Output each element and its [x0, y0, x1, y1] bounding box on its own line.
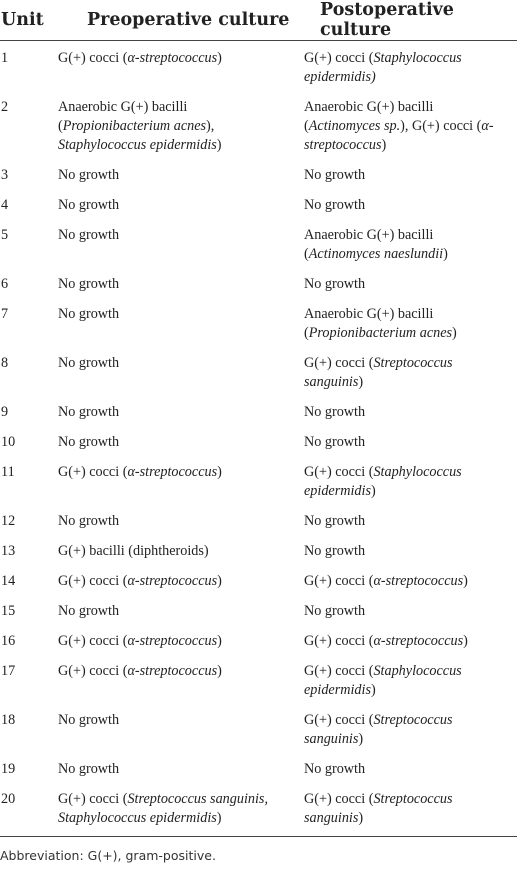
cell-text: G(+) cocci ( — [58, 464, 128, 480]
cell-postoperative — [304, 269, 517, 299]
cell-unit: 17 — [1, 663, 16, 679]
organism-name: α-streptococcus — [373, 633, 464, 649]
table-row — [0, 220, 517, 269]
cell-postoperative — [304, 784, 517, 837]
cell-unit: 9 — [1, 404, 9, 420]
cell-preoperative — [57, 348, 304, 397]
cell-unit: 13 — [1, 543, 16, 559]
table-row — [0, 506, 517, 536]
cell-preoperative — [57, 754, 304, 784]
cell-postoperative — [304, 160, 517, 190]
cell-text: No growth — [58, 306, 120, 322]
cell-unit: 12 — [1, 513, 16, 529]
table-row — [0, 397, 517, 427]
cell-text: No growth — [304, 761, 366, 777]
table-row — [0, 626, 517, 656]
table-header-row — [0, 0, 517, 41]
cell-preoperative — [57, 626, 304, 656]
cell-text: ) — [463, 573, 468, 589]
organism-name: Streptococcus sanguinis — [304, 712, 453, 747]
table-body — [0, 41, 517, 837]
cell-unit: 2 — [1, 99, 9, 115]
organism-name: Staphylococcus epidermidis — [304, 663, 462, 698]
cell-text: G(+) cocci ( — [304, 663, 374, 679]
table-row — [0, 92, 517, 160]
cell-text: No growth — [304, 197, 366, 213]
cell-preoperative — [57, 656, 304, 705]
cell-unit: 1 — [1, 50, 9, 66]
organism-name: Streptococcus sanguinis — [304, 791, 453, 826]
cell-postoperative — [304, 41, 517, 93]
header-unit: Unit — [0, 0, 57, 41]
cell-preoperative — [57, 506, 304, 536]
cell-text: No growth — [58, 761, 120, 777]
cell-text: No growth — [58, 513, 120, 529]
table-row — [0, 596, 517, 626]
table-row — [0, 457, 517, 506]
cell-text: ) — [217, 464, 222, 480]
cell-text: G(+) cocci ( — [304, 791, 374, 807]
cell-unit: 10 — [1, 434, 16, 450]
table-row — [0, 269, 517, 299]
table-row — [0, 190, 517, 220]
header-preoperative: Preoperative culture — [57, 0, 304, 41]
cell-text: No growth — [58, 276, 120, 292]
cell-text: G(+) cocci ( — [304, 573, 374, 589]
cell-text: No growth — [304, 434, 366, 450]
cell-text: No growth — [58, 434, 120, 450]
organism-name: Actinomyces naeslundii — [308, 246, 444, 262]
cell-postoperative — [304, 92, 517, 160]
table-row — [0, 656, 517, 705]
cell-text: G(+) bacilli (diphtheroids) — [58, 543, 209, 559]
table-row — [0, 566, 517, 596]
cell-postoperative — [304, 427, 517, 457]
cell-text: G(+) cocci ( — [58, 50, 128, 66]
cell-postoperative — [304, 506, 517, 536]
cell-preoperative — [57, 269, 304, 299]
cell-text: No growth — [304, 543, 366, 559]
cell-text: No growth — [58, 603, 120, 619]
footnote: Abbreviation: G(+), gram-positive. — [0, 848, 216, 863]
cell-unit: 7 — [1, 306, 9, 322]
cell-preoperative — [57, 536, 304, 566]
cell-unit: 6 — [1, 276, 9, 292]
cell-text: Anaerobic G(+) bacilli ( — [58, 99, 188, 134]
organism-name: Staphylococcus epidermidis — [304, 464, 462, 499]
organism-name: α-streptococcus — [127, 464, 218, 480]
cell-text: ) — [381, 137, 387, 153]
organism-name: Propionibacterium acnes — [308, 325, 453, 341]
cell-text: G(+) cocci ( — [58, 791, 128, 807]
cell-postoperative — [304, 626, 517, 656]
cell-text: ) — [217, 663, 222, 679]
cell-text: ) — [358, 731, 364, 747]
cell-unit: 18 — [1, 712, 16, 728]
cell-text: No growth — [304, 513, 366, 529]
table-row — [0, 41, 517, 93]
cell-text: Anaerobic G(+) bacilli ( — [304, 306, 434, 341]
cell-text: ) — [443, 246, 448, 262]
cell-postoperative — [304, 299, 517, 348]
cell-preoperative — [57, 596, 304, 626]
cell-unit: 8 — [1, 355, 9, 371]
table-row — [0, 536, 517, 566]
cell-text: No growth — [58, 167, 120, 183]
cell-text: G(+) cocci ( — [304, 712, 374, 728]
organism-name: α-streptococcus — [304, 118, 494, 153]
cell-postoperative — [304, 190, 517, 220]
cell-postoperative — [304, 536, 517, 566]
cell-text: ) — [216, 810, 222, 826]
cell-text: G(+) cocci ( — [304, 50, 374, 66]
cell-text: G(+) cocci ( — [304, 355, 374, 371]
header-postoperative: Postoperative culture — [304, 0, 517, 41]
cell-text: No growth — [58, 355, 120, 371]
cell-text: ), G(+) cocci ( — [400, 118, 482, 134]
organism-name: Staphylococcus epidermidis — [58, 137, 217, 153]
cell-unit: 15 — [1, 603, 16, 619]
cell-text: No growth — [304, 603, 366, 619]
table-row — [0, 348, 517, 397]
cell-text: G(+) cocci ( — [58, 663, 128, 679]
cell-unit: 3 — [1, 167, 9, 183]
cell-text: ) — [358, 374, 364, 390]
organism-name: α-streptococcus — [127, 633, 218, 649]
cell-postoperative — [304, 348, 517, 397]
cell-postoperative — [304, 457, 517, 506]
cell-preoperative — [57, 427, 304, 457]
cell-text: No growth — [58, 227, 120, 243]
cell-preoperative — [57, 299, 304, 348]
cell-text: No growth — [58, 712, 120, 728]
cell-text: Anaerobic G(+) bacilli ( — [304, 99, 434, 134]
cell-text: G(+) cocci ( — [304, 464, 374, 480]
cell-preoperative — [57, 566, 304, 596]
organism-name: Propionibacterium acnes — [62, 118, 207, 134]
cell-text: G(+) cocci ( — [58, 573, 128, 589]
cell-text: ) — [463, 633, 468, 649]
cell-postoperative — [304, 220, 517, 269]
cell-preoperative — [57, 784, 304, 837]
cell-unit: 20 — [0, 784, 57, 837]
cell-postoperative — [304, 566, 517, 596]
organism-name: α-streptococcus — [127, 573, 218, 589]
cell-postoperative — [304, 754, 517, 784]
cell-preoperative — [57, 397, 304, 427]
cell-preoperative — [57, 705, 304, 754]
cell-text: G(+) cocci ( — [304, 633, 374, 649]
cell-text: ) — [452, 325, 457, 341]
cell-text: ) — [216, 137, 222, 153]
organism-name: α-streptococcus — [127, 663, 218, 679]
cell-text: ) — [371, 682, 376, 698]
cell-preoperative — [57, 160, 304, 190]
cell-text: ), — [206, 118, 215, 134]
table-row — [0, 784, 517, 837]
table-row — [0, 754, 517, 784]
cell-preoperative — [57, 457, 304, 506]
cell-unit: 4 — [1, 197, 9, 213]
cell-unit: 14 — [1, 573, 16, 589]
cell-unit: 11 — [1, 464, 15, 480]
cell-text: ) — [217, 573, 222, 589]
cell-text: No growth — [304, 167, 366, 183]
table-row — [0, 705, 517, 754]
cell-unit: 19 — [1, 761, 16, 777]
organism-name: Actinomyces sp. — [308, 118, 401, 134]
cell-text: No growth — [58, 197, 120, 213]
table-row — [0, 299, 517, 348]
cell-postoperative — [304, 656, 517, 705]
cell-preoperative — [57, 220, 304, 269]
organism-name: Staphylococcus epidermidis) — [304, 50, 462, 85]
cell-text: ) — [217, 633, 222, 649]
table-row — [0, 160, 517, 190]
organism-name: Streptococcus sanguinis — [304, 355, 453, 390]
cell-text: Anaerobic G(+) bacilli ( — [304, 227, 434, 262]
cell-postoperative — [304, 397, 517, 427]
cell-text: No growth — [304, 276, 366, 292]
organism-name: α-streptococcus — [127, 50, 218, 66]
cell-text: No growth — [304, 404, 366, 420]
cell-text: G(+) cocci ( — [58, 633, 128, 649]
cell-text: ) — [217, 50, 222, 66]
cell-postoperative — [304, 705, 517, 754]
table-row — [0, 427, 517, 457]
cell-postoperative — [304, 596, 517, 626]
cell-unit: 5 — [1, 227, 9, 243]
organism-name: Streptococcus sanguinis, Staphylococcus epidermidis — [58, 791, 268, 826]
cell-text: No growth — [58, 404, 120, 420]
cell-unit: 16 — [1, 633, 16, 649]
cell-text: ) — [358, 810, 364, 826]
cell-preoperative — [57, 190, 304, 220]
organism-name: α-streptococcus — [373, 573, 464, 589]
cell-preoperative — [57, 41, 304, 93]
cell-text: ) — [371, 483, 376, 499]
cell-preoperative — [57, 92, 304, 160]
